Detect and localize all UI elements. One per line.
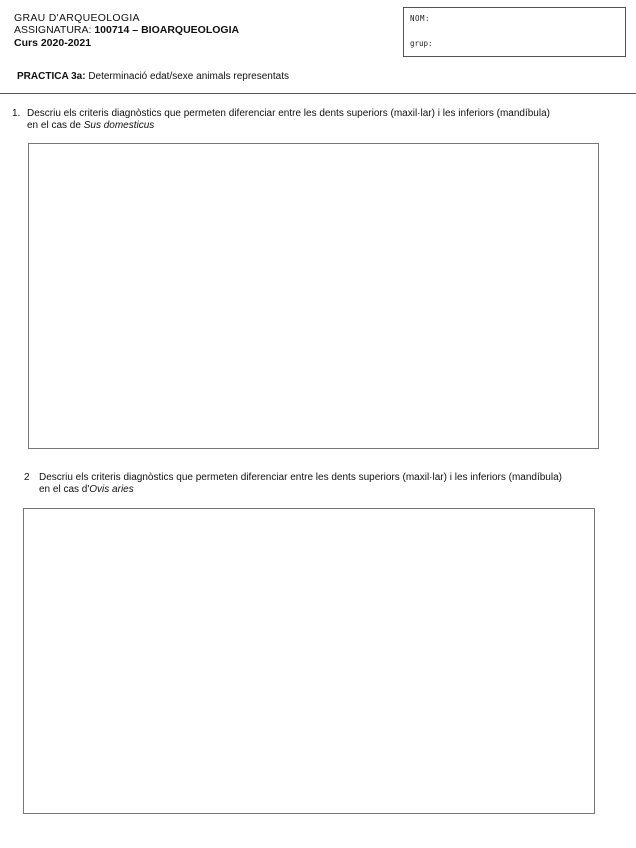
- practica-title: Determinació edat/sexe animals representats: [88, 71, 289, 82]
- header-divider: [0, 93, 636, 94]
- question-number: 2: [24, 472, 30, 483]
- question-1: [12, 108, 550, 132]
- question-species-line: [24, 484, 562, 496]
- question-prefix: en el cas de: [27, 120, 81, 131]
- practica-label: PRACTICA 3a:: [17, 71, 86, 82]
- course-year: Curs 2020-2021: [14, 37, 92, 49]
- degree-title: GRAU D'ARQUEOLOGIA: [14, 12, 140, 24]
- species-name: Ovis aries: [89, 484, 134, 495]
- question-text: Descriu els criteris diagnòstics que permeten diferenciar entre les dents superiors (maxil·lar) i les inferiors (mandíbula): [39, 472, 562, 483]
- answer-box-1[interactable]: [28, 143, 599, 449]
- student-info-box[interactable]: [403, 7, 626, 57]
- subject-name: BIOARQUEOLOGIA: [141, 24, 240, 36]
- subject-separator: –: [132, 24, 139, 36]
- species-name: Sus domesticus: [83, 120, 155, 131]
- question-2: [24, 472, 562, 496]
- question-text: Descriu els criteris diagnòstics que permeten diferenciar entre les dents superiors (maxil·lar) i les inferiors (mandíbula): [27, 108, 550, 119]
- group-label: grup:: [410, 39, 433, 48]
- name-label: NOM:: [410, 14, 431, 23]
- subject-code: 100714: [94, 24, 130, 36]
- subject-label: ASSIGNATURA:: [14, 24, 92, 36]
- answer-box-2[interactable]: [23, 508, 595, 814]
- question-species-line: [12, 120, 550, 132]
- subject-line: [14, 24, 239, 36]
- question-number: 1.: [12, 108, 21, 119]
- question-prefix: en el cas d': [39, 484, 90, 495]
- practica-heading: [17, 71, 289, 83]
